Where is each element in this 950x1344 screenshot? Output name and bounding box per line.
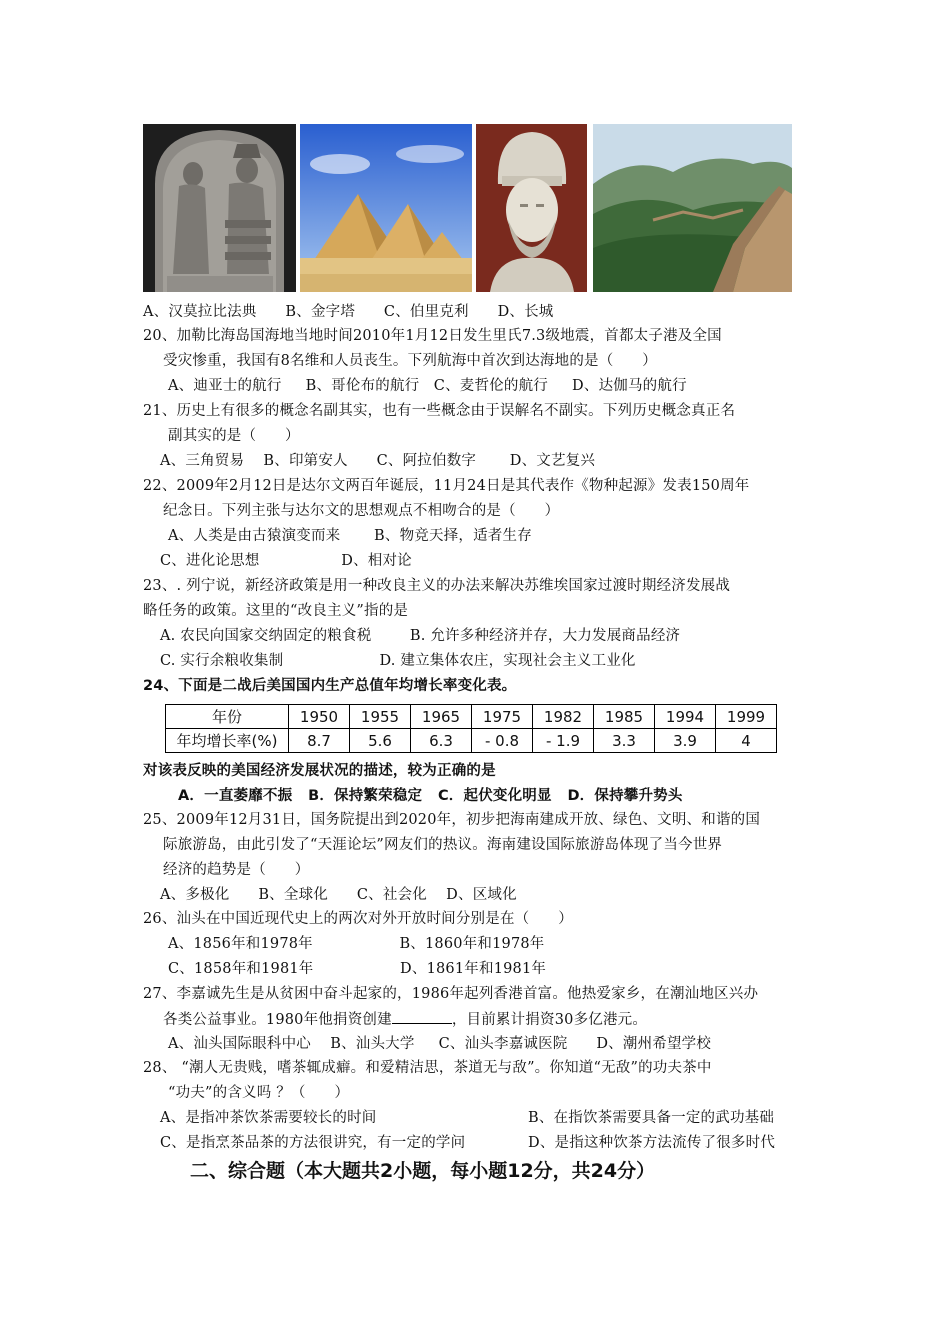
table-row xyxy=(166,729,777,753)
q23-options-2: C. 实行余粮收集制 D. 建立集体农庄，实现社会主义工业化 xyxy=(160,653,636,669)
q22-options-2: C、进化论思想 D、相对论 xyxy=(160,553,412,569)
q20-stem-2: 受灾惨重，我国有8名维和人员丧生。下列航海中首次到达海地的是（ ） xyxy=(163,353,657,369)
q27-stem-2-part2: ，目前累计捐资30多亿港元。 xyxy=(451,1012,648,1028)
q23-stem-2: 略任务的政策。这里的“改良主义”指的是 xyxy=(143,603,409,619)
q21-stem-2: 副其实的是（ ） xyxy=(168,428,300,444)
table-cell: 4 xyxy=(716,729,777,753)
table-cell: 1994 xyxy=(655,705,716,729)
q25-stem-2: 际旅游岛，由此引发了“天涯论坛”网友们的热议。海南建设国际旅游岛体现了当今世界 xyxy=(163,837,723,853)
q22-stem-2: 纪念日。下列主张与达尔文的思想观点不相吻合的是（ ） xyxy=(163,503,560,519)
q28-option-d: D、是指这种饮茶方法流传了很多时代 xyxy=(528,1135,776,1151)
q25-options: A、多极化 B、全球化 C、社会化 D、区域化 xyxy=(160,887,517,903)
table-cell: - 1.9 xyxy=(533,729,594,753)
table-cell: 1999 xyxy=(716,705,777,729)
q26-options-2: C、1858年和1981年 D、1861年和1981年 xyxy=(168,961,547,977)
table-cell: 3.3 xyxy=(594,729,655,753)
table-cell: 6.3 xyxy=(411,729,472,753)
table-header-cell: 年份 xyxy=(166,705,289,729)
q28-stem-1: 28、 “潮人无贵贱，嗜茶辄成癖。和爱精洁思，茶道无与敌”。你知道“无敌”的功夫茶中 xyxy=(143,1060,712,1076)
table-cell: 1975 xyxy=(472,705,533,729)
gdp-growth-table xyxy=(165,704,777,753)
q28-option-b: B、在指饮茶需要具备一定的武功基础 xyxy=(528,1110,775,1126)
q27-stem-2-part1: 各类公益事业。1980年他捐资创建 xyxy=(163,1012,392,1028)
section-title: 二、综合题（本大题共2小题，每小题12分，共24分） xyxy=(190,1160,656,1182)
q28-option-a: A、是指冲茶饮茶需要较长的时间 xyxy=(160,1110,377,1126)
q23-options-1: A. 农民向国家交纳固定的粮食税 B. 允许多种经济并存，大力发展商品经济 xyxy=(160,628,681,644)
table-cell: 1985 xyxy=(594,705,655,729)
table-cell: 1965 xyxy=(411,705,472,729)
q22-stem-1: 22、2009年2月12日是达尔文两百年诞辰，11月24日是其代表作《物种起源》发表150周年 xyxy=(143,478,750,494)
q21-options: A、三角贸易 B、印第安人 C、阿拉伯数字 D、文艺复兴 xyxy=(160,453,596,469)
q24-stem: 24、下面是二战后美国国内生产总值年均增长率变化表。 xyxy=(143,678,517,694)
pericles-bust-image xyxy=(476,124,587,292)
q25-stem-3: 经济的趋势是（ ） xyxy=(163,862,310,878)
hammurabi-stele-image xyxy=(143,124,296,292)
answer-blank xyxy=(392,1009,452,1024)
q24-stem-2: 对该表反映的美国经济发展状况的描述，较为正确的是 xyxy=(143,763,496,779)
table-row xyxy=(166,705,777,729)
great-wall-image xyxy=(593,124,792,292)
table-cell: 1950 xyxy=(289,705,350,729)
table-cell: 8.7 xyxy=(289,729,350,753)
q26-options-1: A、1856年和1978年 B、1860年和1978年 xyxy=(168,936,545,952)
q22-options-1: A、人类是由古猿演变而来 B、物竞天择，适者生存 xyxy=(168,528,532,544)
q28-stem-2: “功夫”的含义吗 ？（ ） xyxy=(168,1085,350,1101)
q27-options: A、汕头国际眼科中心 B、汕头大学 C、汕头李嘉诚医院 D、潮州希望学校 xyxy=(168,1036,712,1052)
q27-stem-1: 27、李嘉诚先生是从贫困中奋斗起家的，1986年起列香港首富。他热爱家乡，在潮汕地区兴办 xyxy=(143,986,759,1002)
table-cell: 3.9 xyxy=(655,729,716,753)
q19-options: A、汉莫拉比法典 B、金字塔 C、伯里克利 D、长城 xyxy=(143,304,554,320)
table-cell: 5.6 xyxy=(350,729,411,753)
table-cell: 1982 xyxy=(533,705,594,729)
q27-stem-2 xyxy=(163,1009,647,1030)
q26-stem: 26、汕头在中国近现代史上的两次对外开放时间分别是在（ ） xyxy=(143,911,573,927)
table-cell: - 0.8 xyxy=(472,729,533,753)
table-cell: 1955 xyxy=(350,705,411,729)
q24-options: A．一直萎靡不振 B．保持繁荣稳定 C．起伏变化明显 D．保持攀升势头 xyxy=(178,788,683,804)
q28-option-c: C、是指烹茶品茶的方法很讲究，有一定的学问 xyxy=(160,1135,466,1151)
q25-stem-1: 25、2009年12月31日，国务院提出到2020年，初步把海南建成开放、绿色、文明、和谐的国 xyxy=(143,812,761,828)
q20-options: A、迪亚士的航行 B、哥伦布的航行 C、麦哲伦的航行 D、达伽马的航行 xyxy=(168,378,687,394)
table-header-cell: 年均增长率(%) xyxy=(166,729,289,753)
q23-stem-1: 23、. 列宁说，新经济政策是用一种改良主义的办法来解决苏维埃国家过渡时期经济发展战 xyxy=(143,578,731,594)
pyramids-image xyxy=(300,124,472,292)
q20-stem-1: 20、加勒比海岛国海地当地时间2010年1月12日发生里氏7.3级地震，首都太子港及全国 xyxy=(143,328,722,344)
q21-stem-1: 21、历史上有很多的概念名副其实，也有一些概念由于误解名不副实。下列历史概念真正名 xyxy=(143,403,736,419)
